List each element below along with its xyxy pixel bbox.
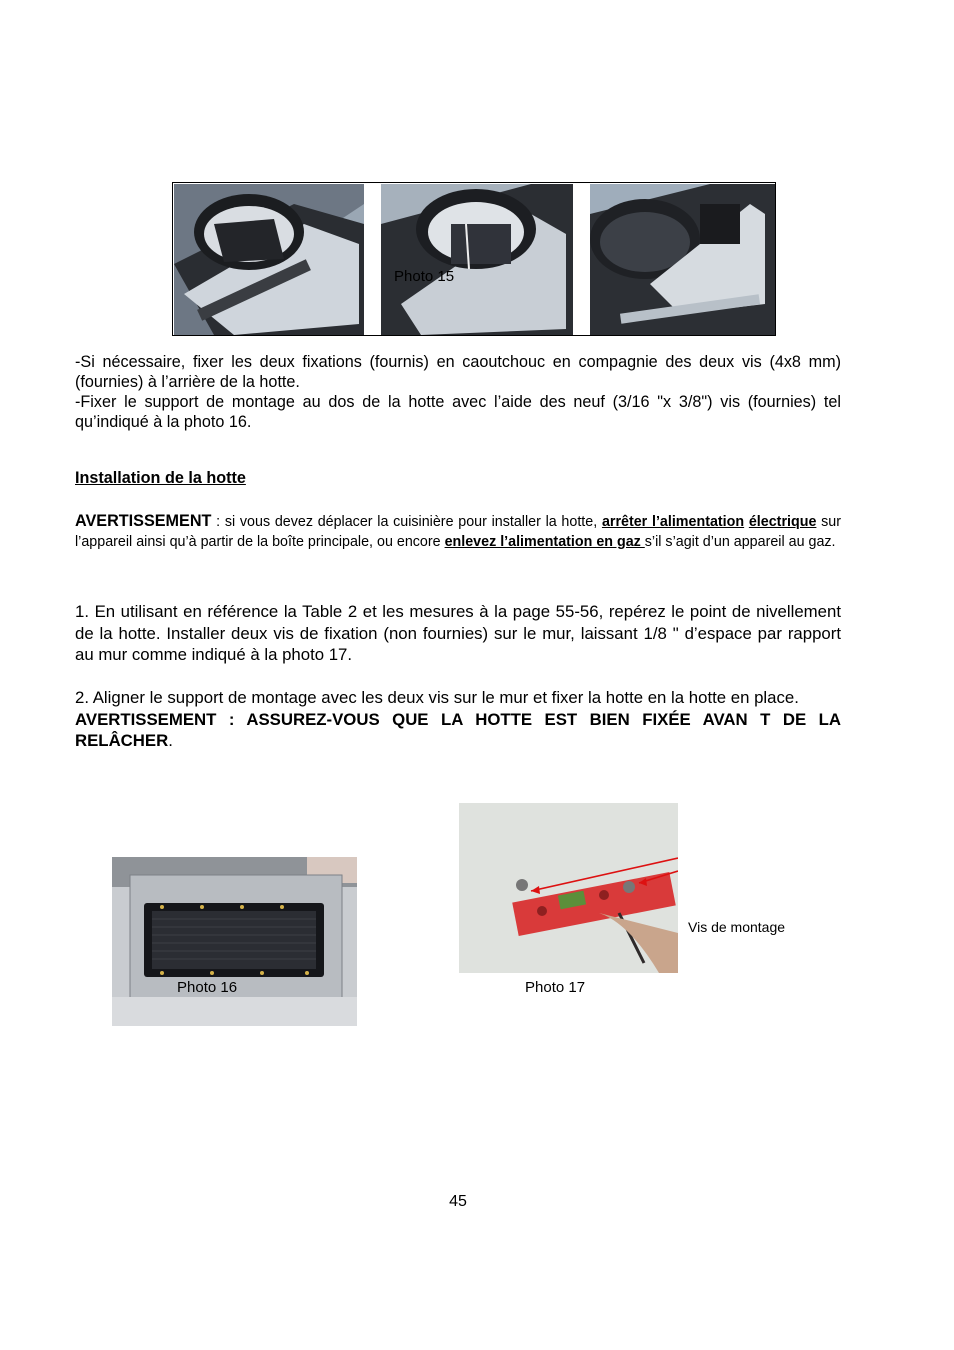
warning-text-1: : si vous devez déplacer la cuisinière pour installer la hotte, (211, 514, 602, 530)
section-heading: Installation de la hotte (75, 469, 246, 487)
photo-15a-image (174, 184, 364, 335)
paragraph-mounting-bracket: -Fixer le support de montage au dos de la hotte avec l’aide des neuf (3/16 "x 3/8") vis (fournies) tel qu’indiqué à la photo 16. (75, 393, 841, 431)
warning-text-2: sur l’appareil ainsi qu’à partir de la boîte principale, ou encore (75, 514, 841, 550)
warning-underline-gas: enlevez l’alimentation en gaz (444, 534, 645, 550)
photo-15b-image (381, 184, 573, 335)
warning-paragraph (75, 511, 841, 552)
step-2-period: . (168, 731, 173, 750)
page-number: 45 (449, 1193, 467, 1210)
warning-lead: AVERTISSEMENT (75, 512, 212, 530)
photo-15-caption: Photo 15 (394, 268, 455, 285)
intro-paragraphs (75, 352, 841, 432)
photo-15c-image (590, 184, 775, 335)
photo-17-caption: Photo 17 (525, 979, 586, 996)
photo-17-image (459, 803, 678, 973)
warning-underline-power: arrêter l’alimentation (601, 514, 745, 530)
step-2-warning: AVERTISSEMENT : ASSUREZ-VOUS QUE LA HOTTE EST BIEN FIXÉE AVAN T DE LA RELÂCHER (75, 709, 841, 750)
warning-text-3: s’il s’agit d’un appareil au gaz. (644, 534, 836, 550)
step-2 (75, 687, 841, 752)
photo-16-image (112, 857, 357, 1026)
step-1: 1. En utilisant en référence la Table 2 et les mesures à la page 55-56, repérez le point de nivellement de la hotte. Installer deux vis de fixation (non fournies) sur le mur, laissant 1/8 " d’espace par rapport au mur comme indiqué à la photo 17. (75, 602, 841, 664)
mounting-screws-label: Vis de montage (688, 919, 786, 935)
photo-16-caption: Photo 16 (177, 979, 238, 996)
photo-15-strip (172, 182, 776, 336)
warning-underline-electric: électrique (748, 514, 817, 530)
step-2-text: 2. Aligner le support de montage avec les deux vis sur le mur et fixer la hotte en la hotte en place. (75, 688, 799, 707)
paragraph-rubber-fixings: -Si nécessaire, fixer les deux fixations (fournis) en caoutchouc en compagnie des deux vis (4x8 mm) (fournies) à l’arrière de la hotte. (75, 353, 841, 391)
